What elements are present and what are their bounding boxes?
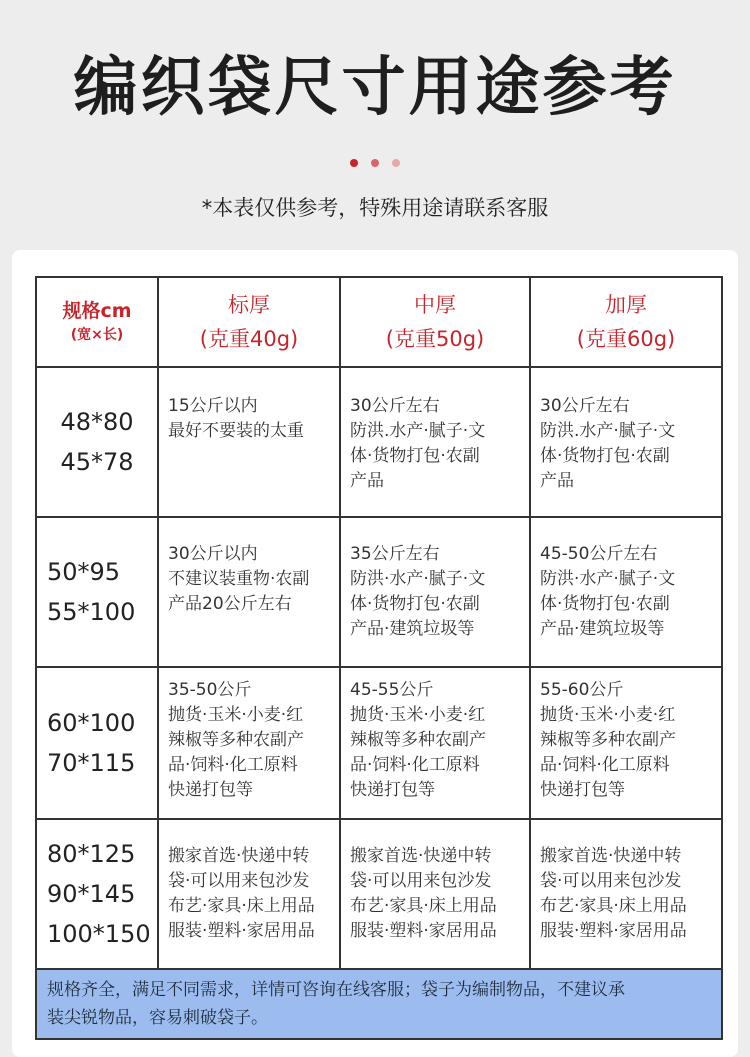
usage-cell (158, 367, 340, 517)
size-value: 70*115 (47, 749, 136, 777)
size-cell (36, 819, 158, 969)
size-value: 80*125 (47, 840, 136, 868)
size-value: 100*150 (47, 920, 151, 948)
decorative-dots (0, 152, 750, 171)
dot-1 (350, 159, 358, 167)
size-value: 48*80 (60, 408, 134, 436)
usage-line: 抛货·玉米·小麦·红 (540, 705, 676, 725)
column-weight: (克重40g) (199, 327, 299, 351)
usage-line: 辣椒等多种农副产 (168, 730, 304, 750)
table-row (36, 819, 722, 969)
usage-line: 布艺·家具·床上用品 (540, 896, 687, 916)
spec-header-unit: (宽×长) (70, 327, 124, 343)
usage-line: 防洪.水产·腻子·文 (350, 421, 486, 441)
usage-cell (530, 819, 722, 969)
usage-line: 快递打包等 (540, 780, 625, 800)
note-cell (36, 969, 722, 1039)
usage-line: 防洪.水产·腻子·文 (540, 421, 676, 441)
column-weight: (克重60g) (576, 327, 676, 351)
size-value: 60*100 (47, 709, 136, 737)
usage-line: 快递打包等 (350, 780, 435, 800)
usage-line: 45-50公斤左右 (540, 544, 658, 564)
column-header-thick (530, 277, 722, 367)
usage-line: 布艺·家具·床上用品 (350, 896, 497, 916)
usage-line: 体·货物打包·农副 (350, 594, 480, 614)
size-usage-table (35, 276, 723, 1040)
usage-line: 袋·可以用来包沙发 (350, 871, 492, 891)
usage-line: 袋·可以用来包沙发 (168, 871, 310, 891)
column-header-standard (158, 277, 340, 367)
size-value: 50*95 (47, 558, 121, 586)
usage-line: 防洪·水产·腻子·文 (540, 569, 676, 589)
usage-line: 品·饲料·化工原料 (168, 755, 298, 775)
usage-cell (340, 819, 530, 969)
usage-line: 抛货·玉米·小麦·红 (350, 705, 486, 725)
column-name: 标厚 (228, 293, 270, 317)
usage-line: 产品·建筑垃圾等 (540, 619, 665, 639)
usage-line: 布艺·家具·床上用品 (168, 896, 315, 916)
usage-line: 15公斤以内 (168, 396, 258, 416)
column-weight: (克重50g) (385, 327, 485, 351)
usage-cell (340, 517, 530, 667)
usage-line: 35公斤左右 (350, 544, 440, 564)
usage-line: 体·货物打包·农副 (350, 446, 480, 466)
size-value: 45*78 (60, 448, 134, 476)
usage-cell (158, 517, 340, 667)
disclaimer-text: *本表仅供参考，特殊用途请联系客服 (201, 196, 549, 220)
usage-line: 55-60公斤 (540, 680, 624, 700)
usage-line: 产品 (540, 471, 574, 491)
usage-line: 30公斤左右 (350, 396, 440, 416)
usage-line: 产品 (350, 471, 384, 491)
note-line: 装尖锐物品，容易刺破袋子。 (47, 1008, 268, 1028)
table-row (36, 517, 722, 667)
column-name: 中厚 (414, 293, 456, 317)
size-cell (36, 367, 158, 517)
usage-line: 产品20公斤左右 (168, 594, 292, 614)
usage-line: 产品·建筑垃圾等 (350, 619, 475, 639)
size-value: 55*100 (47, 598, 136, 626)
usage-line: 30公斤左右 (540, 396, 630, 416)
usage-line: 不建议装重物·农副 (168, 569, 310, 589)
usage-line: 品·饲料·化工原料 (350, 755, 480, 775)
usage-cell (340, 667, 530, 819)
size-cell (36, 667, 158, 819)
usage-line: 搬家首选·快递中转 (168, 846, 310, 866)
usage-line: 服装·塑料·家居用品 (168, 921, 315, 941)
usage-line: 抛货·玉米·小麦·红 (168, 705, 304, 725)
dot-2 (371, 159, 379, 167)
usage-line: 袋·可以用来包沙发 (540, 871, 682, 891)
usage-line: 服装·塑料·家居用品 (540, 921, 687, 941)
spec-header-label: 规格cm (62, 300, 132, 322)
usage-line: 45-55公斤 (350, 680, 434, 700)
usage-line: 搬家首选·快递中转 (350, 846, 492, 866)
usage-line: 防洪·水产·腻子·文 (350, 569, 486, 589)
table-row (36, 367, 722, 517)
usage-line: 35-50公斤 (168, 680, 252, 700)
usage-cell (530, 517, 722, 667)
table-header-row (36, 277, 722, 367)
usage-line: 体·货物打包·农副 (540, 446, 670, 466)
usage-line: 品·饲料·化工原料 (540, 755, 670, 775)
usage-line: 30公斤以内 (168, 544, 258, 564)
usage-cell (158, 667, 340, 819)
size-value: 90*145 (47, 880, 136, 908)
usage-line: 快递打包等 (168, 780, 253, 800)
column-header-medium (340, 277, 530, 367)
page-title: 编织袋尺寸用途参考 (73, 51, 677, 125)
usage-cell (158, 819, 340, 969)
column-name: 加厚 (605, 293, 647, 317)
usage-cell (530, 667, 722, 819)
usage-line: 最好不要装的太重 (168, 421, 304, 441)
note-line: 规格齐全，满足不同需求，详情可咨询在线客服；袋子为编制物品，不建议承 (47, 980, 625, 1000)
usage-line: 辣椒等多种农副产 (350, 730, 486, 750)
usage-line: 体·货物打包·农副 (540, 594, 670, 614)
table-row (36, 667, 722, 819)
usage-cell (340, 367, 530, 517)
table-footer-note (36, 969, 722, 1039)
usage-cell (530, 367, 722, 517)
usage-line: 搬家首选·快递中转 (540, 846, 682, 866)
size-cell (36, 517, 158, 667)
usage-line: 辣椒等多种农副产 (540, 730, 676, 750)
spec-header (36, 277, 158, 367)
usage-line: 服装·塑料·家居用品 (350, 921, 497, 941)
dot-3 (392, 159, 400, 167)
